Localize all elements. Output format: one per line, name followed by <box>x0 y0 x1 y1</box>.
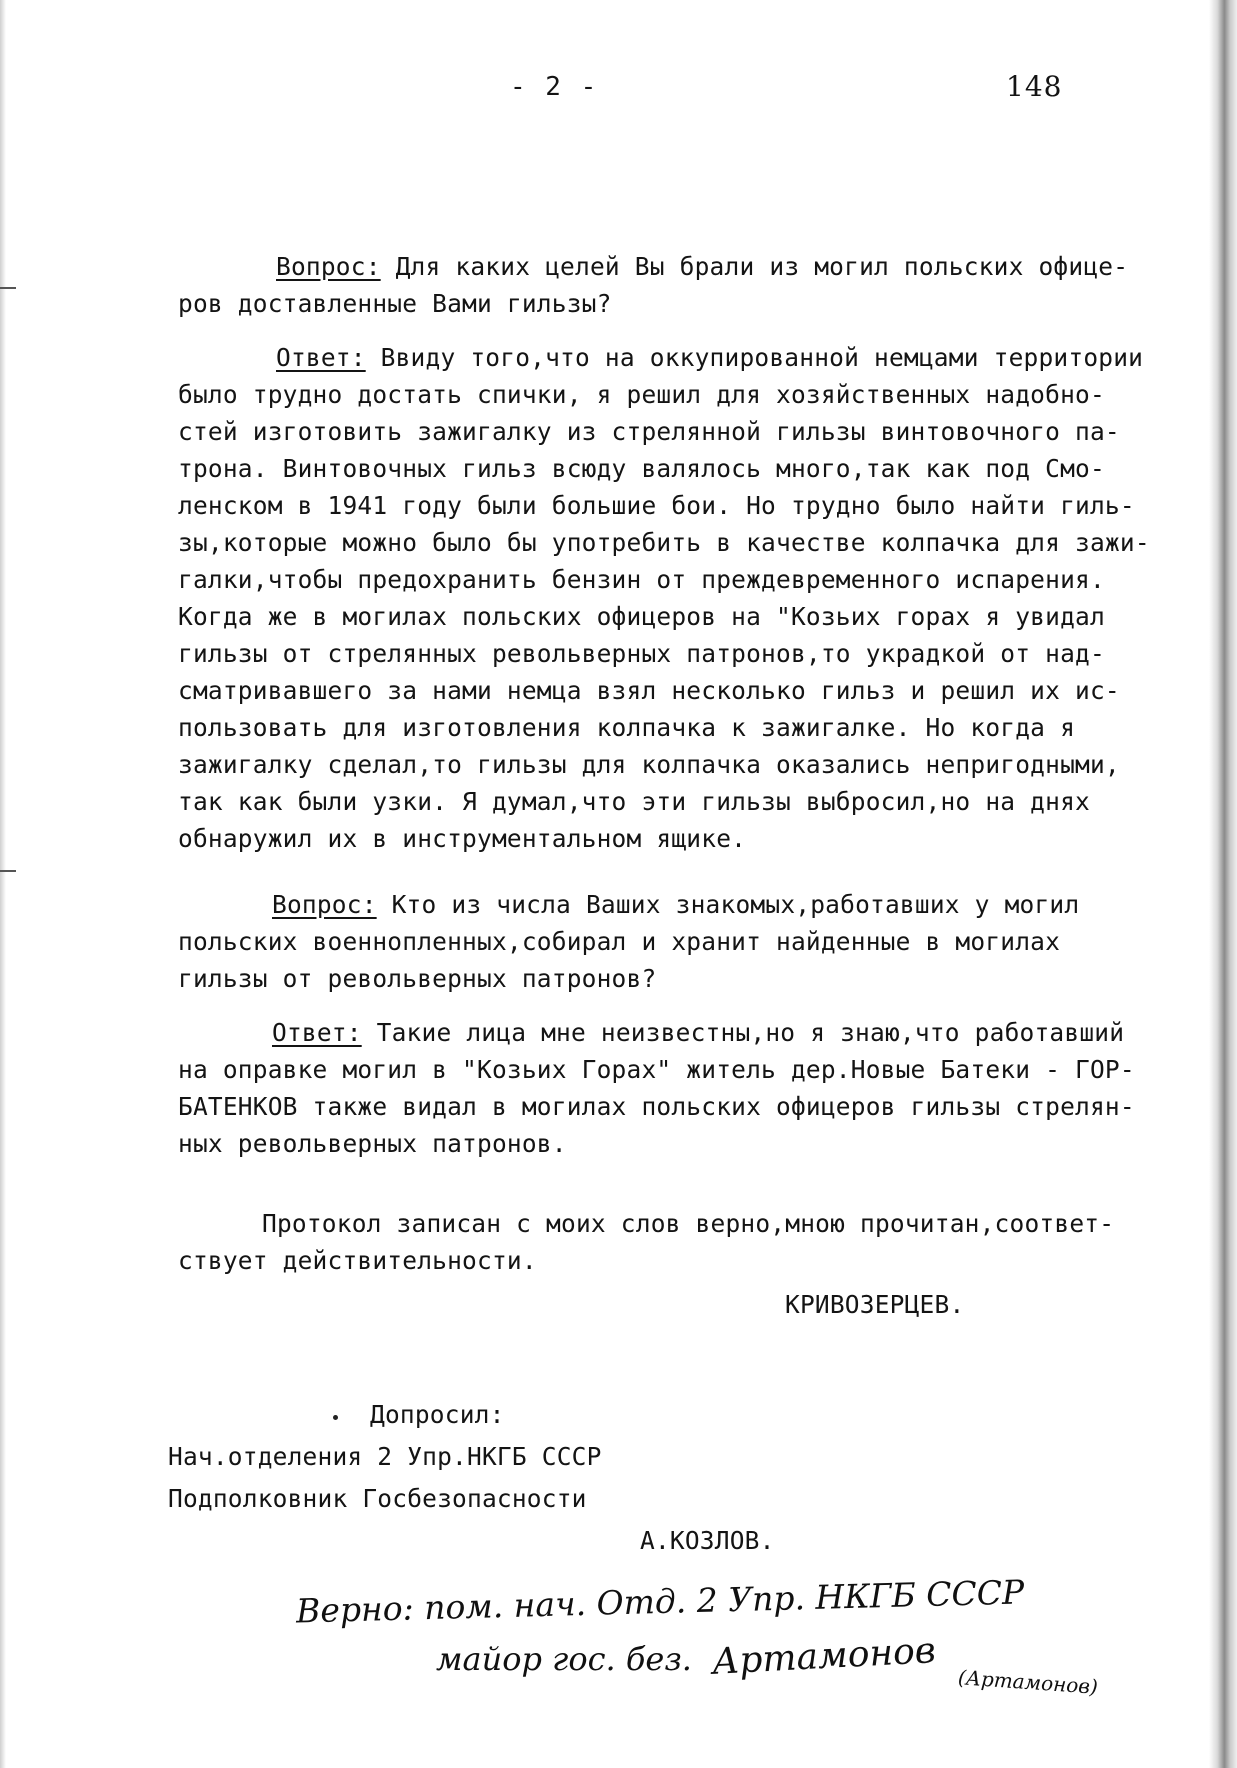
text-line: зажигалку сделал,то гильзы для колпачка оказались непригодными, <box>178 750 1120 779</box>
answer-1-first-line <box>276 343 1143 372</box>
text-line: трона. Винтовочных гильз всюду валялось много,так как под Смо- <box>178 454 1105 483</box>
scan-edge-mark <box>0 287 16 289</box>
text-line: ленском в 1941 году были большие бои. Но трудно было найти гиль- <box>178 491 1135 520</box>
text-line: стей изготовить зажигалку из стрелянной гильзы винтовочного па- <box>178 417 1120 446</box>
text-line: пользовать для изготовления колпачка к зажигалке. Но когда я <box>178 713 1076 742</box>
question-label: Вопрос: <box>272 890 377 919</box>
question-2-first-line <box>272 890 1079 919</box>
handwritten-rank: майор гос. без. <box>436 1640 692 1678</box>
question-text: Для каких целей Вы брали из могил польских офице- <box>380 252 1129 281</box>
answer-label: Ответ: <box>276 343 366 372</box>
question-label: Вопрос: <box>276 252 381 281</box>
text-line: ров доставленные Вами гильзы? <box>178 289 612 318</box>
scan-edge-mark <box>0 870 16 872</box>
answer-text: Такие лица мне неизвестны,но я знаю,что работавший <box>361 1018 1125 1047</box>
closing-statement-continued: ствует действительности. <box>178 1246 537 1275</box>
text-line: БАТЕНКОВ также видал в могилах польских офицеров гильзы стрелян- <box>178 1092 1135 1121</box>
folio-number: 148 <box>1006 70 1063 103</box>
handwritten-certification: Верно: пом. нач. Отд. 2 Упр. НКГБ СССР <box>295 1572 1025 1631</box>
text-line: гильзы от стрелянных револьверных патронов,то украдкой от над- <box>178 639 1105 668</box>
ink-dot <box>333 1415 338 1420</box>
witness-signature-name: КРИВОЗЕРЦЕВ. <box>785 1290 965 1319</box>
answer-label: Ответ: <box>272 1018 362 1047</box>
answer-2-first-line <box>272 1018 1124 1047</box>
text-line: гильзы от револьверных патронов? <box>178 964 657 993</box>
question-1-first-line <box>276 252 1128 281</box>
interrogated-by-label: Допросил: <box>370 1400 505 1429</box>
handwritten-name-note: (Артамонов) <box>957 1665 1099 1699</box>
scan-right-edge <box>1209 0 1237 1768</box>
text-line: галки,чтобы предохранить бензин от преждевременного испарения. <box>178 565 1105 594</box>
closing-statement: Протокол записан с моих слов верно,мною прочитан,соответ- <box>262 1209 1115 1238</box>
text-line: польских военнопленных,собирал и хранит найденные в могилах <box>178 927 1061 956</box>
officer-position: Нач.отделения 2 Упр.НКГБ СССР <box>168 1442 602 1471</box>
text-line: так как были узки. Я думал,что эти гильзы выбросил,но на днях <box>178 787 1090 816</box>
scan-left-edge <box>0 0 6 1768</box>
text-line: было трудно достать спички, я решил для хозяйственных надобно- <box>178 380 1105 409</box>
question-text: Кто из числа Ваших знакомых,работавших у могил <box>376 890 1080 919</box>
answer-text: Ввиду того,что на оккупированной немцами территории <box>365 343 1144 372</box>
officer-name: А.КОЗЛОВ. <box>640 1526 775 1555</box>
text-line: зы,которые можно было бы употребить в качестве колпачка для зажи- <box>178 528 1150 557</box>
text-line: сматривавшего за нами немца взял несколько гильз и решил их ис- <box>178 676 1120 705</box>
page-number: - 2 - <box>510 72 599 102</box>
handwritten-signature: Артамонов <box>711 1630 937 1683</box>
text-line: Когда же в могилах польских офицеров на "Козьих горах я увидал <box>178 602 1105 631</box>
text-line: обнаружил их в инструментальном ящике. <box>178 824 747 853</box>
text-line: на оправке могил в "Козьих Горах" житель дер.Новые Батеки - ГОР- <box>178 1055 1135 1084</box>
officer-rank: Подполковник Госбезопасности <box>168 1484 587 1513</box>
text-line: ных револьверных патронов. <box>178 1129 567 1158</box>
